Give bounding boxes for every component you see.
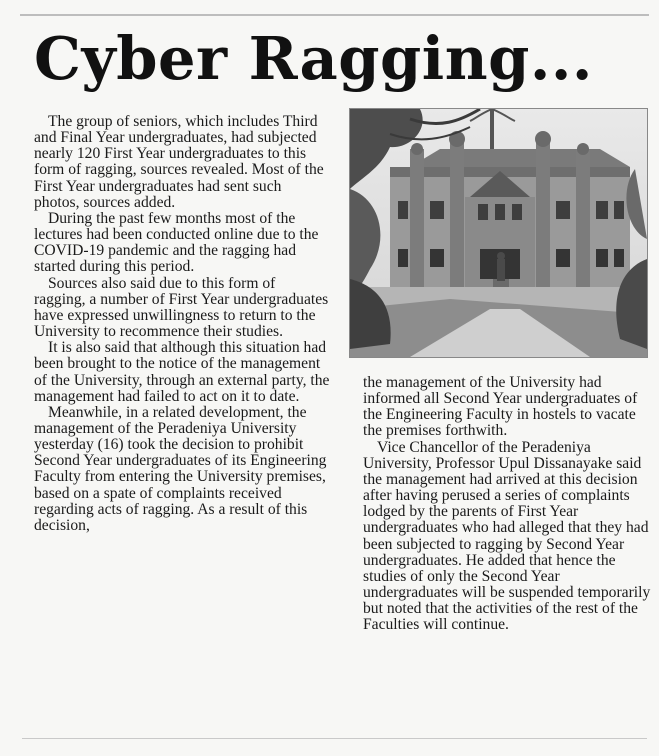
article-column-2 xyxy=(363,375,653,634)
university-building-photo xyxy=(349,108,648,358)
paragraph: Sources also said due to this form of ragging, a number of First Year undergraduates have expressed unwillingness to return to the University to recommence their studies. xyxy=(34,274,329,341)
paragraph: It is also said that although this situation had been brought to the notice of the management of the University, through an external party, the management had failed to act on it to date. xyxy=(34,339,330,405)
paragraph: Vice Chancellor of the Peradeniya University, Professor Upul Dissanayake said the management had arrived at this decision after having perused a series of complaints lodged by the parents of First Year undergraduates who had alleged that they had been subjected to ragging by Second Year undergraduates. He added that hence the studies of only the Second Year undergraduates will be suspended temporarily but noted that the activities of the rest of the Faculties will continue. xyxy=(363,438,651,634)
paragraph: Meanwhile, in a related development, the management of the Peradeniya University yesterday (16) took the decision to prohibit Second Year undergraduates of its Engineering Faculty from entering the University premises, based on a spate of complaints received regarding acts of ragging. As a result of this decision, xyxy=(34,403,327,534)
top-rule xyxy=(20,14,649,16)
article-column-1 xyxy=(34,114,330,534)
photo-illustration xyxy=(350,109,647,357)
headline: Cyber Ragging... xyxy=(34,24,593,93)
bottom-rule xyxy=(22,738,647,739)
paragraph: The group of seniors, which includes Third and Final Year undergraduates, had subjected nearly 120 First Year undergraduates to this form of ragging, sources revealed. Most of the First Year undergraduates had sent such photos, sources added. xyxy=(34,113,324,211)
paragraph: During the past few months most of the lectures had been conducted online due to the COVID-19 pandemic and the ragging had started during this period. xyxy=(34,209,319,276)
paragraph: the management of the University had informed all Second Year undergraduates of the Engineering Faculty in hostels to vacate the premises forthwith. xyxy=(363,374,638,440)
